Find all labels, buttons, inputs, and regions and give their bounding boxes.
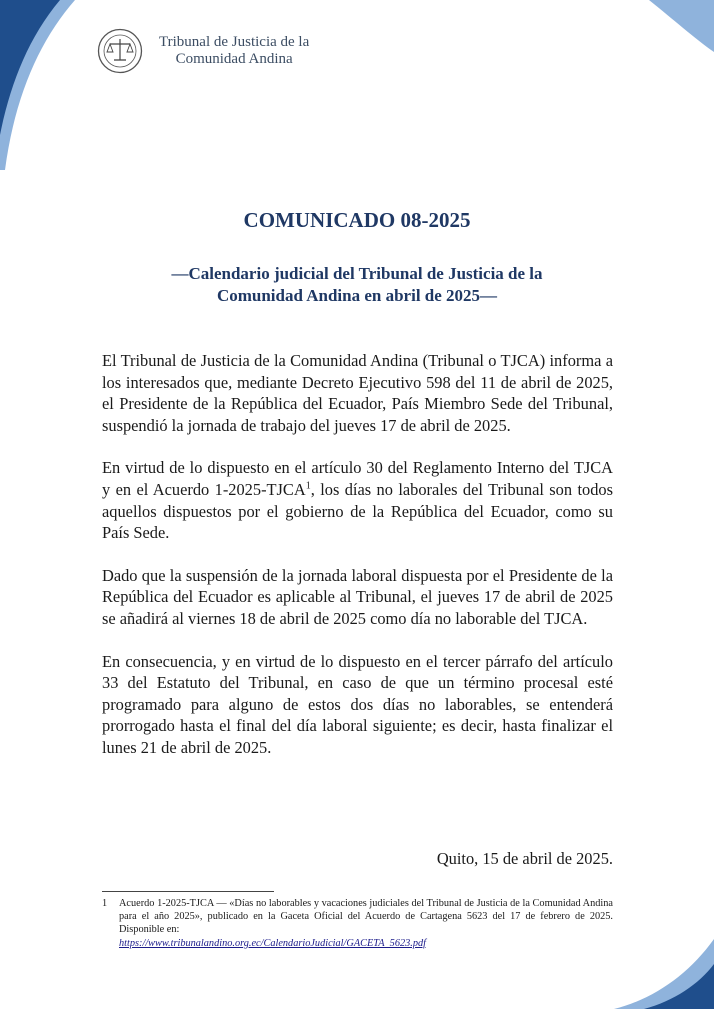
- organization-name-line-2: Comunidad Andina: [175, 51, 293, 67]
- footnote-text: Acuerdo 1-2025-TJCA — «Días no laborables y vacaciones judiciales del Tribunal de Justicia de la Comunidad Andina para el año 2025», publicado en la Gaceta Oficial del Acuerdo de Cartagena 5623 del 17 de febrero de 2025. Disponible en:: [119, 898, 613, 936]
- paragraph-4: En consecuencia, y en virtud de lo dispuesto en el tercer párrafo del artículo 33 del Estatuto del Tribunal, en caso de que un término procesal esté programado para alguno de estos dos días no laborables, se entenderá prorrogado hasta el final del día laboral siguiente; es decir, hasta finalizar el lunes 21 de abril de 2025.: [102, 651, 613, 757]
- footnote-marker: 1: [102, 898, 108, 909]
- paragraph-1: El Tribunal de Justicia de la Comunidad Andina (Tribunal o TJCA) informa a los interesados que, mediante Decreto Ejecutivo 598 del 11 de abril de 2025, el Presidente de la República del Ecuador, País Miembro Sede del Tribunal, suspendió la jornada de trabajo del jueves 17 de abril de 2025.: [102, 351, 613, 435]
- footnote: [102, 897, 613, 950]
- subtitle-line-2: Comunidad Andina en abril de 2025—: [216, 286, 498, 305]
- place-and-date: Quito, 15 de abril de 2025.: [436, 849, 613, 868]
- footnote-body: [119, 897, 613, 950]
- document-body: [102, 350, 613, 780]
- paragraph-2: [102, 457, 613, 543]
- subtitle-line-1: —Calendario judicial del Tribunal de Justicia de la: [171, 264, 543, 283]
- footnote-separator: [102, 891, 274, 892]
- paragraph-3: Dado que la suspensión de la jornada laboral dispuesta por el Presidente de la República del Ecuador es aplicable al Tribunal, el jueves 17 de abril de 2025 se añadirá al viernes 18 de abril de 2025 como día no laborable del TJCA.: [102, 565, 613, 628]
- footnote-reference[interactable]: 1: [305, 480, 311, 492]
- corner-decoration-top-right: [554, 0, 714, 60]
- document-subtitle: [120, 263, 594, 307]
- organization-name-line-1: Tribunal de Justicia de la: [159, 34, 310, 50]
- organization-name: [159, 34, 309, 68]
- paragraph-2-text-before: En virtud de lo dispuesto en el artículo 30 del Reglamento Interno del TJCA y en el Acuerdo 1-2025-TJCA: [102, 458, 613, 499]
- scales-of-justice-seal-icon: [97, 28, 143, 74]
- paragraph-2-text-after: , los días no laborales del Tribunal son todos aquellos dispuestos por el gobierno de la República del Ecuador, como su País Sede.: [102, 479, 613, 543]
- letterhead: [97, 28, 309, 74]
- document-title: COMUNICADO 08-2025: [243, 208, 471, 232]
- footnote-link[interactable]: https://www.tribunalandino.org.ec/CalendarioJudicial/GACETA_5623.pdf: [119, 937, 426, 949]
